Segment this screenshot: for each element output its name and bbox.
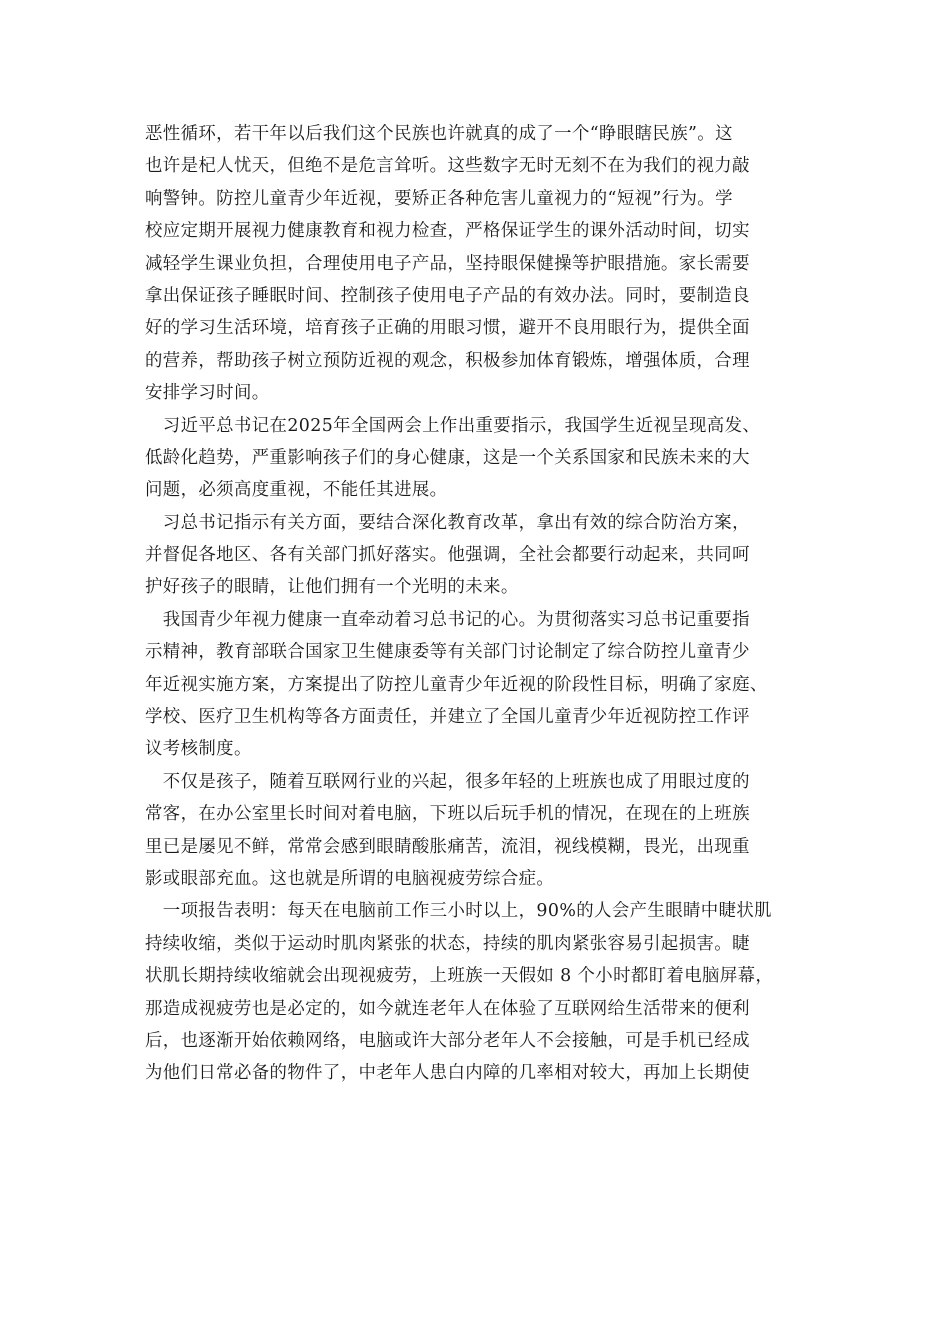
text-line: 护好孩子的眼睛，让他们拥有一个光明的未来。 [145, 577, 519, 598]
text-line: 问题，必须高度重视，不能任其进展。 [145, 480, 448, 501]
text-line: 里已是屡见不鲜，常常会感到眼睛酸胀痛苦，流泪，视线模糊，畏光，出现重 [145, 836, 750, 857]
text-line: 影或眼部充血。这也就是所谓的电脑视疲劳综合症。 [145, 868, 555, 889]
text-line: 的营养，帮助孩子树立预防近视的观念，积极参加体育锻炼，增强体质，合理 [145, 350, 750, 371]
text-line: 安排学习时间。 [145, 383, 270, 404]
text-line: 也许是杞人忧天，但绝不是危言耸听。这些数字无时无刻不在为我们的视力敲 [145, 156, 750, 177]
text-line: 不仅是孩子，随着互联网行业的兴起，很多年轻的上班族也成了用眼过度的 [145, 771, 750, 792]
text-line: 一项报告表明：每天在电脑前工作三小时以上，90%的人会产生眼睛中睫状肌 [145, 901, 772, 922]
text-line: 拿出保证孩子睡眠时间、控制孩子使用电子产品的有效办法。同时，要制造良 [145, 285, 750, 306]
text-line: 响警钟。防控儿童青少年近视，要矫正各种危害儿童视力的“短视”行为。学 [145, 188, 733, 209]
text-line: 常客，在办公室里长时间对着电脑，下班以后玩手机的情况，在现在的上班族 [145, 804, 750, 825]
text-line: 恶性循环，若干年以后我们这个民族也许就真的成了一个“睁眼瞎民族”。这 [145, 124, 733, 144]
text-line: 好的学习生活环境，培育孩子正确的用眼习惯，避开不良用眼行为，提供全面 [145, 318, 750, 339]
text-line: 校应定期开展视力健康教育和视力检查，严格保证学生的课外活动时间，切实 [145, 221, 750, 242]
text-line: 示精神，教育部联合国家卫生健康委等有关部门讨论制定了综合防控儿童青少 [145, 642, 750, 663]
text-line: 为他们日常必备的物件了，中老年人患白内障的几率相对较大，再加上长期使 [145, 1063, 750, 1084]
text-line: 年近视实施方案，方案提出了防控儿童青少年近视的阶段性目标，明确了家庭、 [145, 674, 768, 695]
text-line: 减轻学生课业负担，合理使用电子产品，坚持眼保健操等护眼措施。家长需要 [145, 253, 750, 274]
text-line: 后，也逐渐开始依赖网络，电脑或许大部分老年人不会接触，可是手机已经成 [145, 1030, 750, 1051]
text-line: 习总书记指示有关方面，要结合深化教育改革，拿出有效的综合防治方案， [145, 512, 750, 533]
text-line: 并督促各地区、各有关部门抓好落实。他强调，全社会都要行动起来，共同呵 [145, 545, 750, 566]
text-line: 持续收缩，类似于运动时肌肉紧张的状态，持续的肌肉紧张容易引起损害。睫 [145, 933, 750, 954]
text-line: 状肌长期持续收缩就会出现视疲劳，上班族一天假如 8 个小时都盯着电脑屏幕， [145, 966, 774, 987]
text-line: 习近平总书记在2025年全国两会上作出重要指示，我国学生近视呈现高发、 [145, 415, 761, 436]
text-line: 学校、医疗卫生机构等各方面责任，并建立了全国儿童青少年近视防控工作评 [145, 707, 750, 728]
text-line: 议考核制度。 [145, 739, 252, 760]
text-line: 那造成视疲劳也是必定的，如今就连老年人在体验了互联网给生活带来的便利 [145, 998, 750, 1019]
text-line: 低龄化趋势，严重影响孩子们的身心健康，这是一个关系国家和民族未来的大 [145, 447, 750, 468]
text-line: 我国青少年视力健康一直牵动着习总书记的心。为贯彻落实习总书记重要指 [145, 609, 750, 630]
document-body [145, 118, 805, 1090]
